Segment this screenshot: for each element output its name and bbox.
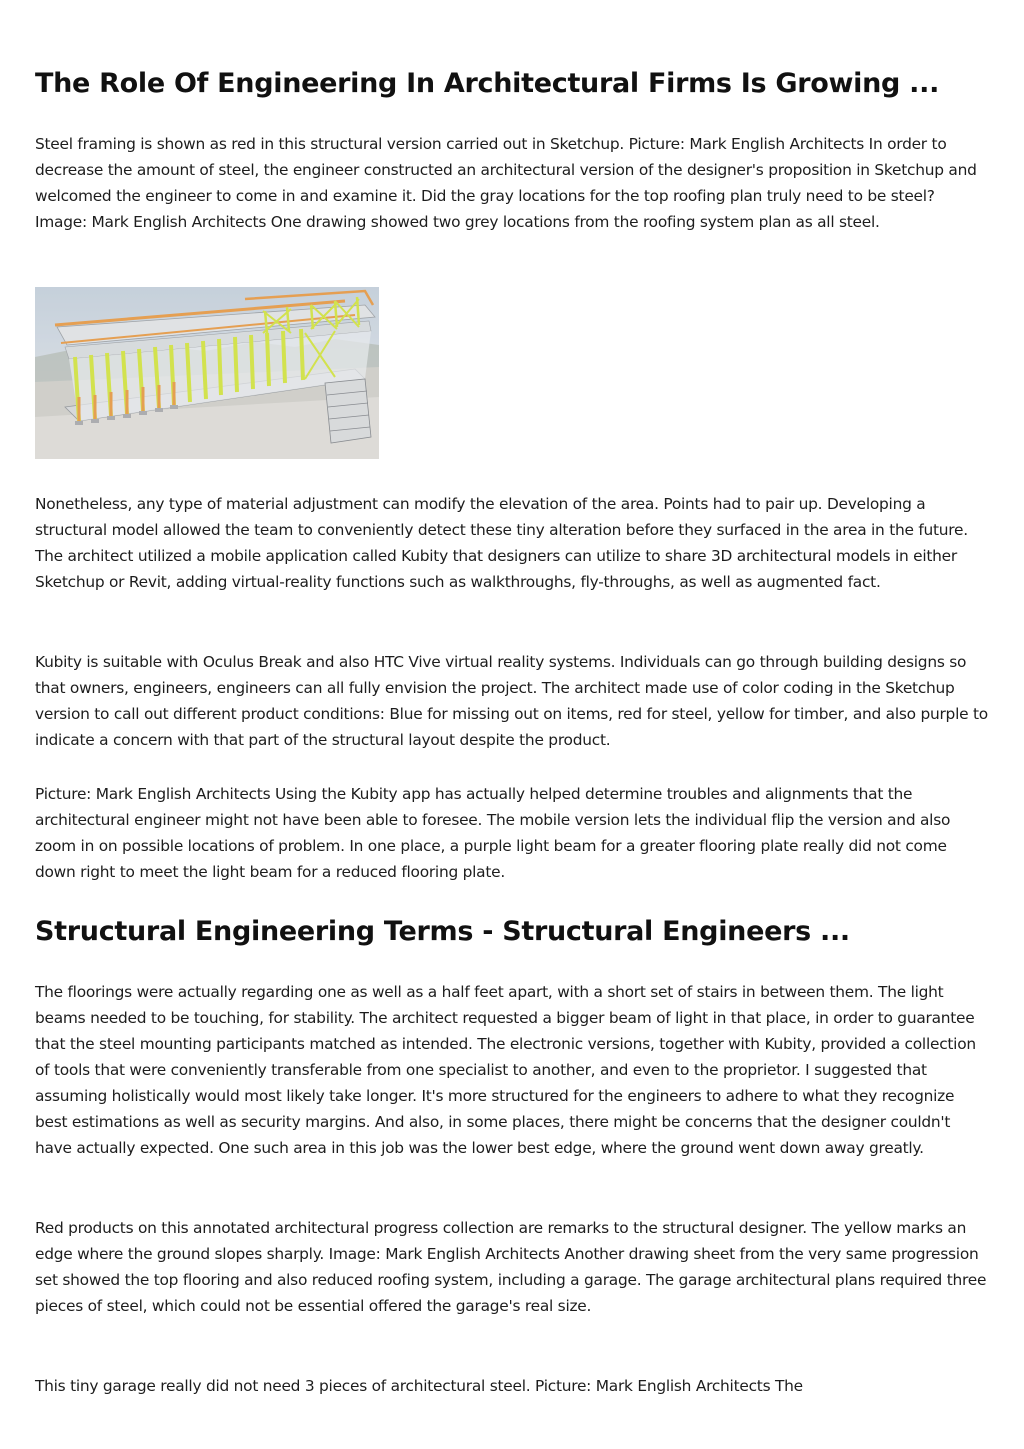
article-paragraph: Picture: Mark English Architects Using the Kubity app has actually helped determine troubles and alignments that the architectural engineer might not have been able to foresee. The mobile version lets the individual flip the version and also zoom in on possible locations of problem. In one place, a purple light beam for a greater flooring plate really did not come down right to meet the light beam for a reduced flooring plate. (35, 785, 951, 881)
article-paragraph: Steel framing is shown as red in this structural version carried out in Sketchup. Picture: Mark English Architects In order to decrease the amount of steel, the engineer constructed an architectural version of the designer's proposition in Sketchup and welcomed the engineer to come in and examine it. Did the gray locations for the top roofing plan truly need to be steel? Image: Mark English Architects One drawing showed two grey locations from the roofing system plan as all steel. (35, 135, 977, 231)
article-paragraph: Kubity is suitable with Oculus Break and also HTC Vive virtual reality systems. Individuals can go through building designs so that owners, engineers, engineers can all fully envision the project. The architect made use of color coding in the Sketchup version to call out different product conditions: Blue for missing out on items, red for steel, yellow for timber, and also purple to indicate a concern with that part of the structural layout despite the product. (35, 653, 988, 749)
article-paragraph: Red products on this annotated architectural progress collection are remarks to the structural designer. The yellow marks an edge where the ground slopes sharply. Image: Mark English Architects Another drawing sheet from the very same progression set showed the top flooring and also reduced roofing system, including a garage. The garage architectural plans required three pieces of steel, which could not be essential offered the garage's real size. (35, 1219, 987, 1315)
article-paragraph: The floorings were actually regarding one as well as a half feet apart, with a short set of stairs in between them. The light beams needed to be touching, for stability. The architect requested a bigger beam of light in that place, in order to guarantee that the steel mounting participants matched as intended. The electronic versions, together with Kubity, provided a collection of tools that were conveniently transferable from one specialist to another, and even to the proprietor. I suggested that assuming holistically would most likely take longer. It's more structured for the engineers to adhere to what they recognize best estimations as well as security margins. And also, in some places, there might be concerns that the designer couldn't have actually expected. One such area in this job was the lower best edge, where the ground went down away greatly. (35, 983, 976, 1157)
article-paragraph: Nonetheless, any type of material adjustment can modify the elevation of the area. Points had to pair up. Developing a structural model allowed the team to conveniently detect these tiny alteration before they surfaced in the area in the future. The architect utilized a mobile application called Kubity that designers can utilize to share 3D architectural models in either Sketchup or Revit, adding virtual-reality functions such as walkthroughs, fly-throughs, as well as augmented fact. (35, 495, 968, 591)
article-paragraph: This tiny garage really did not need 3 pieces of architectural steel. Picture: Mark English Architects The (35, 1377, 803, 1395)
steel-frame-building-model-image (35, 287, 379, 459)
building-render-graphic (35, 287, 379, 459)
article-heading: The Role Of Engineering In Architectural Firms Is Growing ... (35, 68, 940, 99)
article-heading: Structural Engineering Terms - Structural Engineers ... (35, 916, 850, 947)
